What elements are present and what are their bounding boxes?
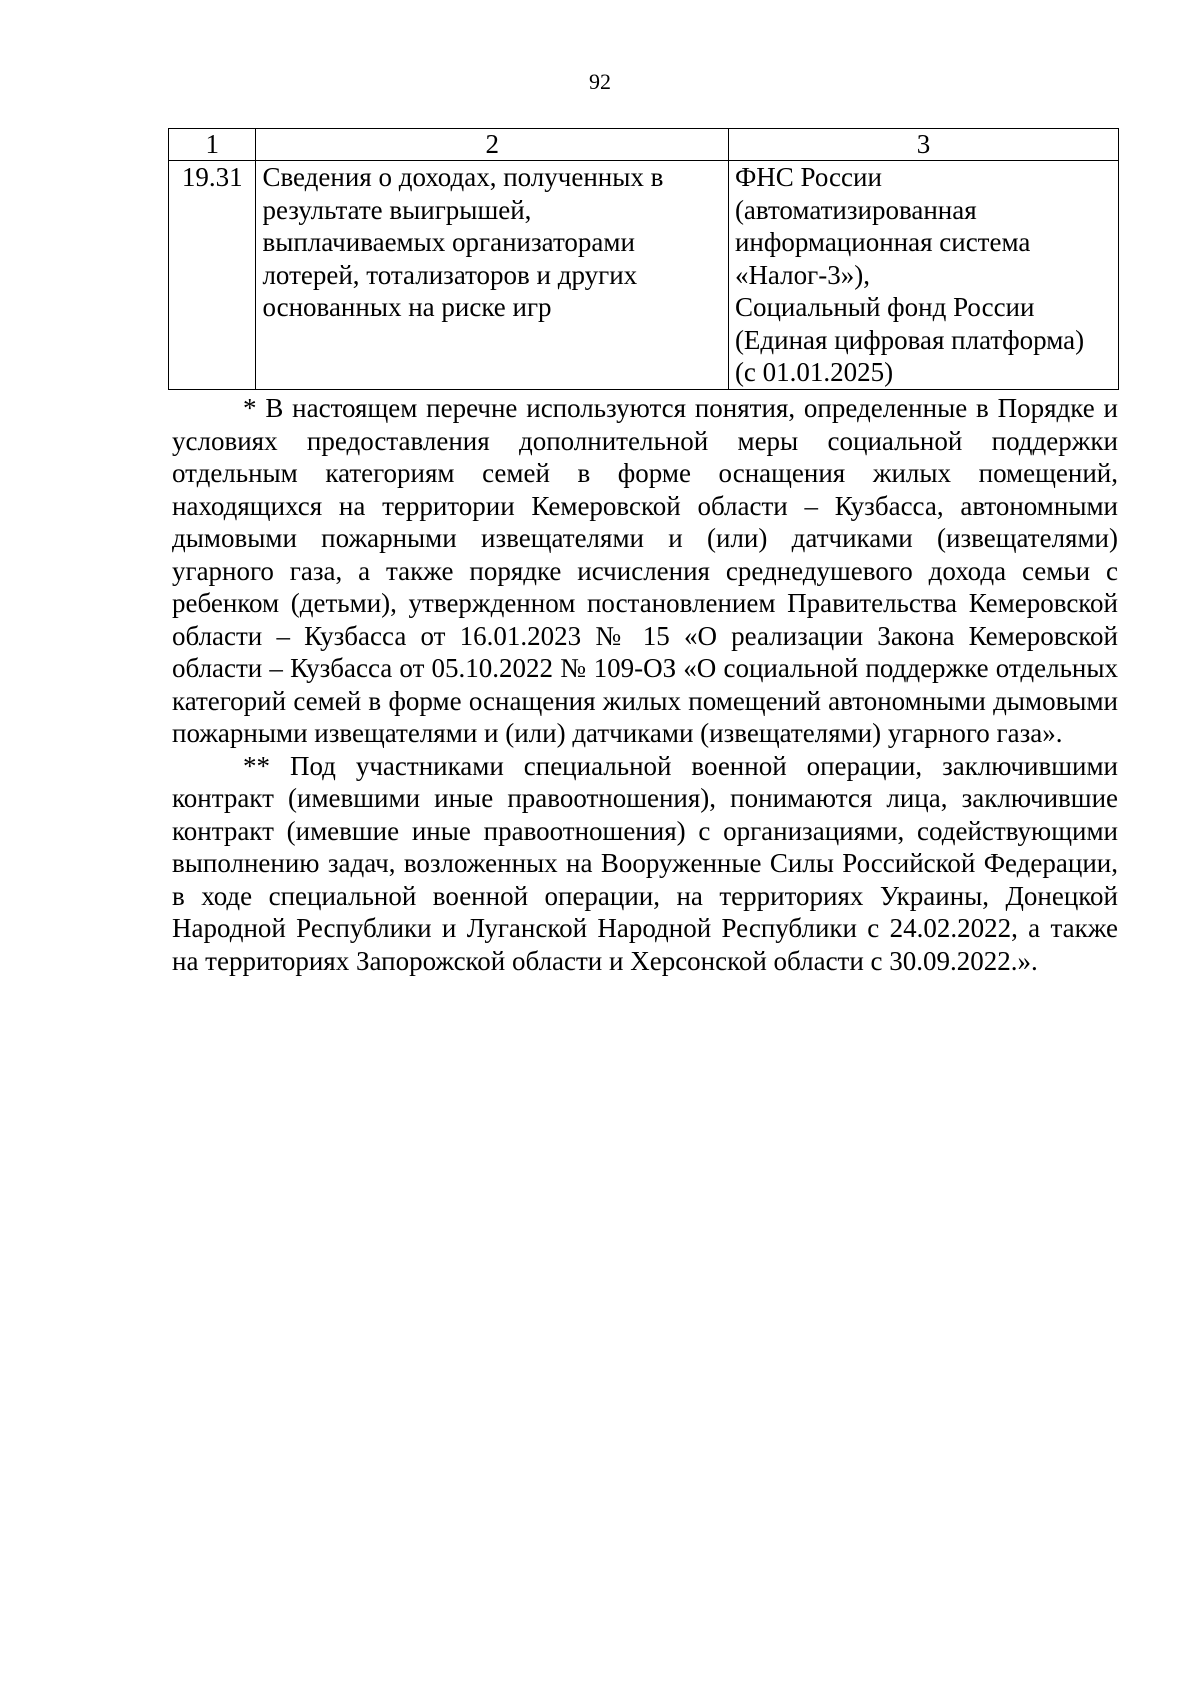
table-header-cell-1: 1: [169, 129, 256, 161]
table-row: [169, 161, 1119, 390]
page-number: 92: [589, 69, 611, 94]
footnote-2: ** Под участниками специальной военной операции, заключившими контракт (имевшими иные правоотношения), понимаются лица, заключившие контракт (имевшие иные правоотношения) с организациями, содействующими выполнению задач, возложенных на Вооруженные Силы Российской Федерации, в ходе специальной военной операции, на территориях Украины, Донецкой Народной Республики и Луганской Народной Республики с 24.02.2022, а также на территориях Запорожской области и Херсонской области с 30.09.2022.».: [172, 750, 1118, 976]
row-description-cell: Сведения о доходах, полученных в результате выигрышей, выплачиваемых организаторами лотерей, тотализаторов и других основанных на риске игр: [256, 161, 728, 390]
table-header-row: [169, 129, 1119, 161]
footnote-1: * В настоящем перечне используются понятия, определенные в Порядке и условиях предоставления дополнительной меры социальной поддержки отдельным категориям семей в форме оснащения жилых помещений, находящихся на территории Кемеровской области – Кузбасса, автономными дымовыми пожарными извещателями и (или) датчиками (извещателями) угарного газа, а также порядке исчисления среднедушевого дохода семьи с ребенком (детьми), утвержденном постановлением Правительства Кемеровской области – Кузбасса от 16.01.2023 № 15 «О реализации Закона Кемеровской области – Кузбасса от 05.10.2022 № 109-ОЗ «О социальной поддержке отдельных категорий семей в форме оснащения жилых помещений автономными дымовыми пожарными извещателями и (или) датчиками (извещателями) угарного газа».: [172, 393, 1118, 748]
footnotes: [172, 392, 1118, 977]
data-table: [168, 128, 1119, 390]
row-source-cell: ФНС России (автоматизированная информационная система «Налог-3»), Социальный фонд России (Единая цифровая платформа) (с 01.01.2025): [728, 161, 1118, 390]
row-number-cell: 19.31: [169, 161, 256, 390]
table-header-cell-3: 3: [728, 129, 1118, 161]
table-header-cell-2: 2: [256, 129, 728, 161]
